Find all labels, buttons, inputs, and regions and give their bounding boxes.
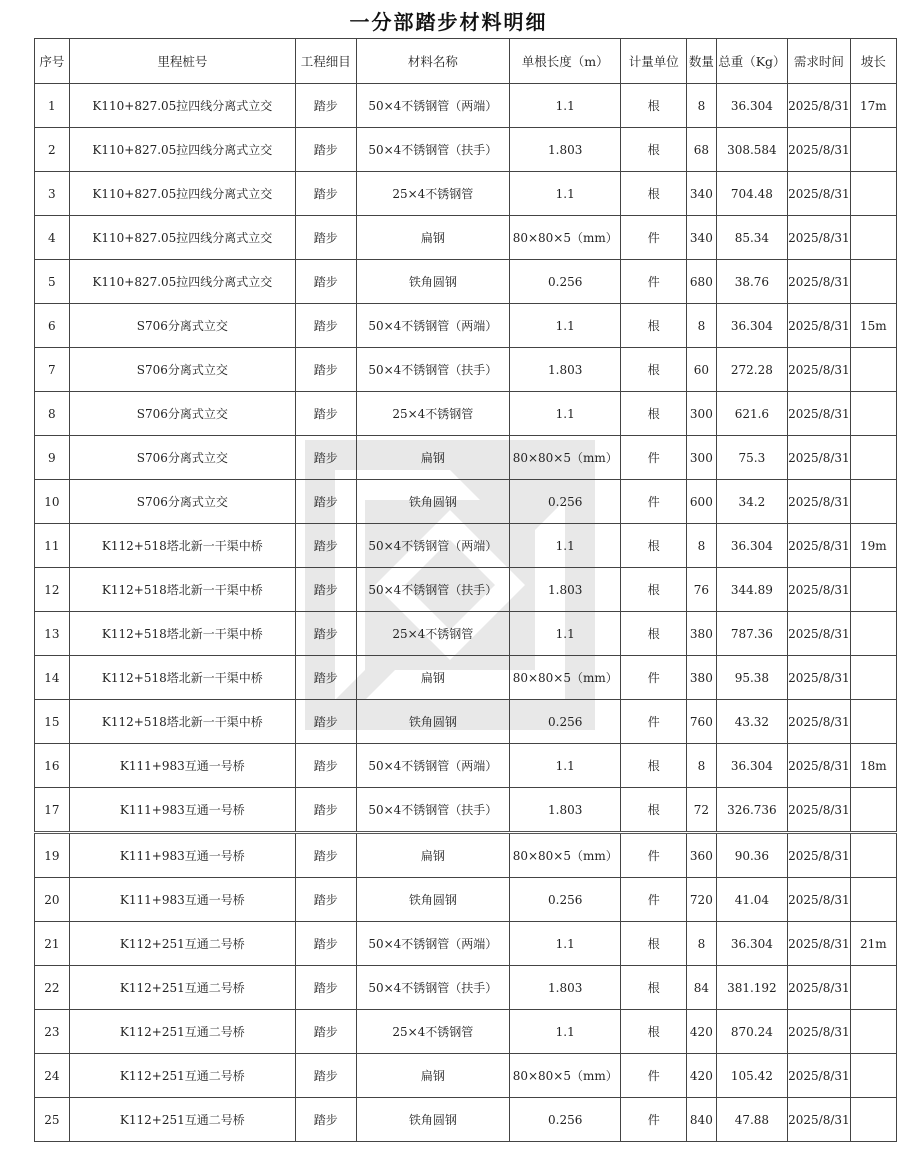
col-item-cell: 踏步 bbox=[296, 612, 357, 656]
col-material-cell: 50×4不锈钢管（两端） bbox=[356, 304, 510, 348]
col-unit-cell: 件 bbox=[621, 216, 687, 260]
col-length-cell: 1.803 bbox=[510, 966, 621, 1010]
table-row bbox=[35, 480, 897, 524]
col-item-cell: 踏步 bbox=[296, 1010, 357, 1054]
col-material-cell: 25×4不锈钢管 bbox=[356, 172, 510, 216]
table-row bbox=[35, 700, 897, 744]
col-material-cell: 50×4不锈钢管（两端） bbox=[356, 744, 510, 788]
col-unit-cell: 根 bbox=[621, 84, 687, 128]
col-mileage-cell: S706分离式立交 bbox=[69, 436, 295, 480]
col-mileage-cell: K112+251互通二号桥 bbox=[69, 1054, 295, 1098]
col-length-cell: 1.803 bbox=[510, 568, 621, 612]
col-weight-cell: 272.28 bbox=[716, 348, 788, 392]
col-qty-cell: 380 bbox=[687, 612, 716, 656]
col-date-cell: 2025/8/31 bbox=[788, 172, 851, 216]
col-index-cell: 5 bbox=[35, 260, 70, 304]
col-length-cell: 1.1 bbox=[510, 172, 621, 216]
col-slope-cell bbox=[850, 1054, 896, 1098]
col-unit-cell: 根 bbox=[621, 966, 687, 1010]
col-material-cell: 50×4不锈钢管（两端） bbox=[356, 524, 510, 568]
col-index-cell: 25 bbox=[35, 1098, 70, 1142]
col-qty-cell: 840 bbox=[687, 1098, 716, 1142]
col-date-cell: 2025/8/31 bbox=[788, 84, 851, 128]
col-qty-cell: 8 bbox=[687, 922, 716, 966]
table-row bbox=[35, 1010, 897, 1054]
col-unit-cell: 件 bbox=[621, 656, 687, 700]
col-slope-cell bbox=[850, 966, 896, 1010]
col-length-cell: 0.256 bbox=[510, 878, 621, 922]
table-body bbox=[35, 84, 897, 1142]
col-slope-cell: 21m bbox=[850, 922, 896, 966]
col-qty-cell: 8 bbox=[687, 84, 716, 128]
col-unit-cell: 根 bbox=[621, 922, 687, 966]
table-row bbox=[35, 1054, 897, 1098]
col-item-cell: 踏步 bbox=[296, 922, 357, 966]
col-item-cell: 踏步 bbox=[296, 480, 357, 524]
col-unit-cell: 件 bbox=[621, 436, 687, 480]
col-material-cell: 扁钢 bbox=[356, 1054, 510, 1098]
col-qty-cell: 8 bbox=[687, 744, 716, 788]
col-slope-cell bbox=[850, 788, 896, 833]
col-material-cell: 50×4不锈钢管（扶手） bbox=[356, 568, 510, 612]
col-weight-cell: 90.36 bbox=[716, 833, 788, 878]
table-row bbox=[35, 436, 897, 480]
col-slope-cell bbox=[850, 568, 896, 612]
col-slope-cell bbox=[850, 833, 896, 878]
col-length-cell: 0.256 bbox=[510, 700, 621, 744]
col-mileage-cell: K112+518塔北新一干渠中桥 bbox=[69, 568, 295, 612]
col-index-cell: 17 bbox=[35, 788, 70, 833]
col-index-cell: 16 bbox=[35, 744, 70, 788]
col-item-cell: 踏步 bbox=[296, 216, 357, 260]
col-slope-cell: 18m bbox=[850, 744, 896, 788]
col-date-cell: 2025/8/31 bbox=[788, 216, 851, 260]
col-item-cell: 踏步 bbox=[296, 348, 357, 392]
col-length-cell: 1.1 bbox=[510, 1010, 621, 1054]
table-row bbox=[35, 966, 897, 1010]
header-col-item: 工程细目 bbox=[296, 39, 357, 84]
col-slope-cell bbox=[850, 216, 896, 260]
col-slope-cell bbox=[850, 656, 896, 700]
col-material-cell: 50×4不锈钢管（两端） bbox=[356, 922, 510, 966]
col-weight-cell: 38.76 bbox=[716, 260, 788, 304]
col-weight-cell: 36.304 bbox=[716, 84, 788, 128]
col-weight-cell: 36.304 bbox=[716, 304, 788, 348]
col-index-cell: 8 bbox=[35, 392, 70, 436]
col-weight-cell: 870.24 bbox=[716, 1010, 788, 1054]
col-unit-cell: 根 bbox=[621, 612, 687, 656]
col-unit-cell: 根 bbox=[621, 128, 687, 172]
col-item-cell: 踏步 bbox=[296, 1098, 357, 1142]
col-date-cell: 2025/8/31 bbox=[788, 304, 851, 348]
col-material-cell: 25×4不锈钢管 bbox=[356, 612, 510, 656]
col-date-cell: 2025/8/31 bbox=[788, 833, 851, 878]
col-item-cell: 踏步 bbox=[296, 84, 357, 128]
col-unit-cell: 根 bbox=[621, 524, 687, 568]
col-material-cell: 扁钢 bbox=[356, 216, 510, 260]
col-slope-cell bbox=[850, 480, 896, 524]
col-mileage-cell: S706分离式立交 bbox=[69, 392, 295, 436]
col-date-cell: 2025/8/31 bbox=[788, 260, 851, 304]
col-slope-cell: 17m bbox=[850, 84, 896, 128]
col-mileage-cell: K112+518塔北新一干渠中桥 bbox=[69, 524, 295, 568]
col-mileage-cell: K112+518塔北新一干渠中桥 bbox=[69, 700, 295, 744]
col-material-cell: 50×4不锈钢管（扶手） bbox=[356, 128, 510, 172]
col-weight-cell: 308.584 bbox=[716, 128, 788, 172]
col-material-cell: 铁角圆钢 bbox=[356, 480, 510, 524]
col-mileage-cell: K110+827.05拉四线分离式立交 bbox=[69, 260, 295, 304]
col-item-cell: 踏步 bbox=[296, 966, 357, 1010]
col-mileage-cell: K112+251互通二号桥 bbox=[69, 1010, 295, 1054]
col-slope-cell bbox=[850, 260, 896, 304]
col-length-cell: 1.1 bbox=[510, 524, 621, 568]
col-slope-cell bbox=[850, 348, 896, 392]
col-material-cell: 25×4不锈钢管 bbox=[356, 1010, 510, 1054]
col-unit-cell: 根 bbox=[621, 304, 687, 348]
col-index-cell: 13 bbox=[35, 612, 70, 656]
col-mileage-cell: K110+827.05拉四线分离式立交 bbox=[69, 84, 295, 128]
col-slope-cell bbox=[850, 128, 896, 172]
col-item-cell: 踏步 bbox=[296, 436, 357, 480]
col-unit-cell: 根 bbox=[621, 348, 687, 392]
col-length-cell: 1.1 bbox=[510, 304, 621, 348]
col-weight-cell: 41.04 bbox=[716, 878, 788, 922]
col-qty-cell: 8 bbox=[687, 304, 716, 348]
col-qty-cell: 760 bbox=[687, 700, 716, 744]
col-material-cell: 扁钢 bbox=[356, 833, 510, 878]
col-material-cell: 50×4不锈钢管（扶手） bbox=[356, 788, 510, 833]
col-date-cell: 2025/8/31 bbox=[788, 744, 851, 788]
col-material-cell: 25×4不锈钢管 bbox=[356, 392, 510, 436]
header-col-unit: 计量单位 bbox=[621, 39, 687, 84]
col-weight-cell: 75.3 bbox=[716, 436, 788, 480]
col-qty-cell: 360 bbox=[687, 833, 716, 878]
col-unit-cell: 件 bbox=[621, 878, 687, 922]
header-col-weight: 总重（Kg） bbox=[716, 39, 788, 84]
table-row bbox=[35, 172, 897, 216]
col-unit-cell: 件 bbox=[621, 700, 687, 744]
header-col-date: 需求时间 bbox=[788, 39, 851, 84]
table-row bbox=[35, 348, 897, 392]
col-length-cell: 0.256 bbox=[510, 260, 621, 304]
header-col-mileage: 里程桩号 bbox=[69, 39, 295, 84]
col-date-cell: 2025/8/31 bbox=[788, 878, 851, 922]
col-unit-cell: 根 bbox=[621, 172, 687, 216]
col-qty-cell: 420 bbox=[687, 1010, 716, 1054]
col-index-cell: 14 bbox=[35, 656, 70, 700]
col-item-cell: 踏步 bbox=[296, 304, 357, 348]
col-unit-cell: 根 bbox=[621, 568, 687, 612]
col-date-cell: 2025/8/31 bbox=[788, 568, 851, 612]
table-row bbox=[35, 744, 897, 788]
col-date-cell: 2025/8/31 bbox=[788, 436, 851, 480]
col-length-cell: 1.1 bbox=[510, 392, 621, 436]
col-index-cell: 20 bbox=[35, 878, 70, 922]
table-row bbox=[35, 392, 897, 436]
col-qty-cell: 72 bbox=[687, 788, 716, 833]
table-row bbox=[35, 1098, 897, 1142]
col-length-cell: 80×80×5（mm） bbox=[510, 656, 621, 700]
col-item-cell: 踏步 bbox=[296, 568, 357, 612]
col-mileage-cell: K111+983互通一号桥 bbox=[69, 744, 295, 788]
col-index-cell: 2 bbox=[35, 128, 70, 172]
col-unit-cell: 根 bbox=[621, 392, 687, 436]
col-qty-cell: 8 bbox=[687, 524, 716, 568]
col-item-cell: 踏步 bbox=[296, 788, 357, 833]
col-mileage-cell: S706分离式立交 bbox=[69, 480, 295, 524]
col-slope-cell bbox=[850, 612, 896, 656]
col-qty-cell: 420 bbox=[687, 1054, 716, 1098]
col-weight-cell: 787.36 bbox=[716, 612, 788, 656]
col-index-cell: 22 bbox=[35, 966, 70, 1010]
col-date-cell: 2025/8/31 bbox=[788, 480, 851, 524]
col-mileage-cell: S706分离式立交 bbox=[69, 304, 295, 348]
col-length-cell: 80×80×5（mm） bbox=[510, 436, 621, 480]
col-mileage-cell: K110+827.05拉四线分离式立交 bbox=[69, 172, 295, 216]
col-unit-cell: 件 bbox=[621, 833, 687, 878]
col-index-cell: 3 bbox=[35, 172, 70, 216]
header-col-length: 单根长度（m） bbox=[510, 39, 621, 84]
col-item-cell: 踏步 bbox=[296, 172, 357, 216]
col-date-cell: 2025/8/31 bbox=[788, 922, 851, 966]
col-unit-cell: 件 bbox=[621, 260, 687, 304]
col-length-cell: 0.256 bbox=[510, 480, 621, 524]
col-mileage-cell: K112+251互通二号桥 bbox=[69, 966, 295, 1010]
col-mileage-cell: K110+827.05拉四线分离式立交 bbox=[69, 128, 295, 172]
col-qty-cell: 60 bbox=[687, 348, 716, 392]
table-row bbox=[35, 304, 897, 348]
col-date-cell: 2025/8/31 bbox=[788, 392, 851, 436]
col-date-cell: 2025/8/31 bbox=[788, 656, 851, 700]
col-qty-cell: 68 bbox=[687, 128, 716, 172]
col-weight-cell: 95.38 bbox=[716, 656, 788, 700]
col-mileage-cell: K112+518塔北新一干渠中桥 bbox=[69, 656, 295, 700]
col-date-cell: 2025/8/31 bbox=[788, 524, 851, 568]
col-item-cell: 踏步 bbox=[296, 1054, 357, 1098]
table-row bbox=[35, 922, 897, 966]
col-length-cell: 1.1 bbox=[510, 612, 621, 656]
table-row bbox=[35, 524, 897, 568]
col-length-cell: 80×80×5（mm） bbox=[510, 1054, 621, 1098]
col-item-cell: 踏步 bbox=[296, 260, 357, 304]
col-length-cell: 1.803 bbox=[510, 348, 621, 392]
col-qty-cell: 84 bbox=[687, 966, 716, 1010]
col-index-cell: 23 bbox=[35, 1010, 70, 1054]
col-qty-cell: 340 bbox=[687, 216, 716, 260]
col-date-cell: 2025/8/31 bbox=[788, 700, 851, 744]
col-item-cell: 踏步 bbox=[296, 700, 357, 744]
col-length-cell: 80×80×5（mm） bbox=[510, 216, 621, 260]
col-slope-cell bbox=[850, 878, 896, 922]
col-length-cell: 1.803 bbox=[510, 128, 621, 172]
table-row bbox=[35, 788, 897, 833]
col-unit-cell: 件 bbox=[621, 1098, 687, 1142]
col-index-cell: 10 bbox=[35, 480, 70, 524]
table-row bbox=[35, 216, 897, 260]
col-slope-cell: 19m bbox=[850, 524, 896, 568]
col-mileage-cell: K111+983互通一号桥 bbox=[69, 833, 295, 878]
table-row bbox=[35, 612, 897, 656]
col-qty-cell: 76 bbox=[687, 568, 716, 612]
col-slope-cell bbox=[850, 1010, 896, 1054]
col-date-cell: 2025/8/31 bbox=[788, 788, 851, 833]
col-material-cell: 50×4不锈钢管（扶手） bbox=[356, 348, 510, 392]
col-mileage-cell: K112+518塔北新一干渠中桥 bbox=[69, 612, 295, 656]
col-length-cell: 1.1 bbox=[510, 922, 621, 966]
document-title: 一分部踏步材料明细 bbox=[349, 10, 548, 34]
header-col-index: 序号 bbox=[35, 39, 70, 84]
col-index-cell: 6 bbox=[35, 304, 70, 348]
col-index-cell: 4 bbox=[35, 216, 70, 260]
col-item-cell: 踏步 bbox=[296, 744, 357, 788]
col-item-cell: 踏步 bbox=[296, 392, 357, 436]
col-index-cell: 11 bbox=[35, 524, 70, 568]
col-slope-cell: 15m bbox=[850, 304, 896, 348]
materials-table bbox=[34, 38, 897, 1142]
col-index-cell: 19 bbox=[35, 833, 70, 878]
col-date-cell: 2025/8/31 bbox=[788, 1054, 851, 1098]
table-row bbox=[35, 84, 897, 128]
col-weight-cell: 85.34 bbox=[716, 216, 788, 260]
col-qty-cell: 300 bbox=[687, 392, 716, 436]
col-material-cell: 铁角圆钢 bbox=[356, 700, 510, 744]
col-weight-cell: 105.42 bbox=[716, 1054, 788, 1098]
col-slope-cell bbox=[850, 700, 896, 744]
col-date-cell: 2025/8/31 bbox=[788, 966, 851, 1010]
col-index-cell: 12 bbox=[35, 568, 70, 612]
col-weight-cell: 47.88 bbox=[716, 1098, 788, 1142]
col-material-cell: 50×4不锈钢管（两端） bbox=[356, 84, 510, 128]
col-weight-cell: 381.192 bbox=[716, 966, 788, 1010]
col-mileage-cell: K110+827.05拉四线分离式立交 bbox=[69, 216, 295, 260]
col-slope-cell bbox=[850, 172, 896, 216]
col-item-cell: 踏步 bbox=[296, 524, 357, 568]
col-material-cell: 铁角圆钢 bbox=[356, 1098, 510, 1142]
col-unit-cell: 件 bbox=[621, 1054, 687, 1098]
col-item-cell: 踏步 bbox=[296, 833, 357, 878]
col-item-cell: 踏步 bbox=[296, 656, 357, 700]
col-weight-cell: 36.304 bbox=[716, 524, 788, 568]
col-material-cell: 扁钢 bbox=[356, 656, 510, 700]
col-material-cell: 50×4不锈钢管（扶手） bbox=[356, 966, 510, 1010]
col-mileage-cell: K111+983互通一号桥 bbox=[69, 878, 295, 922]
header-col-qty: 数量 bbox=[687, 39, 716, 84]
col-index-cell: 24 bbox=[35, 1054, 70, 1098]
col-item-cell: 踏步 bbox=[296, 878, 357, 922]
col-length-cell: 80×80×5（mm） bbox=[510, 833, 621, 878]
table-row bbox=[35, 568, 897, 612]
col-length-cell: 0.256 bbox=[510, 1098, 621, 1142]
col-date-cell: 2025/8/31 bbox=[788, 348, 851, 392]
col-item-cell: 踏步 bbox=[296, 128, 357, 172]
col-unit-cell: 根 bbox=[621, 788, 687, 833]
col-qty-cell: 340 bbox=[687, 172, 716, 216]
col-unit-cell: 根 bbox=[621, 744, 687, 788]
col-weight-cell: 621.6 bbox=[716, 392, 788, 436]
col-weight-cell: 36.304 bbox=[716, 744, 788, 788]
header-row bbox=[35, 39, 897, 84]
col-material-cell: 铁角圆钢 bbox=[356, 878, 510, 922]
col-unit-cell: 根 bbox=[621, 1010, 687, 1054]
col-qty-cell: 300 bbox=[687, 436, 716, 480]
col-slope-cell bbox=[850, 436, 896, 480]
header-col-material: 材料名称 bbox=[356, 39, 510, 84]
col-index-cell: 9 bbox=[35, 436, 70, 480]
col-slope-cell bbox=[850, 1098, 896, 1142]
col-slope-cell bbox=[850, 392, 896, 436]
col-mileage-cell: S706分离式立交 bbox=[69, 348, 295, 392]
col-weight-cell: 704.48 bbox=[716, 172, 788, 216]
table-row bbox=[35, 833, 897, 878]
col-material-cell: 铁角圆钢 bbox=[356, 260, 510, 304]
col-unit-cell: 件 bbox=[621, 480, 687, 524]
table-row bbox=[35, 656, 897, 700]
col-weight-cell: 326.736 bbox=[716, 788, 788, 833]
col-weight-cell: 34.2 bbox=[716, 480, 788, 524]
col-length-cell: 1.803 bbox=[510, 788, 621, 833]
table-row bbox=[35, 128, 897, 172]
col-index-cell: 21 bbox=[35, 922, 70, 966]
header-col-slope: 坡长 bbox=[850, 39, 896, 84]
table-row bbox=[35, 878, 897, 922]
col-index-cell: 15 bbox=[35, 700, 70, 744]
col-mileage-cell: K112+251互通二号桥 bbox=[69, 922, 295, 966]
col-qty-cell: 380 bbox=[687, 656, 716, 700]
col-weight-cell: 43.32 bbox=[716, 700, 788, 744]
col-qty-cell: 720 bbox=[687, 878, 716, 922]
col-material-cell: 扁钢 bbox=[356, 436, 510, 480]
col-length-cell: 1.1 bbox=[510, 744, 621, 788]
col-weight-cell: 36.304 bbox=[716, 922, 788, 966]
col-index-cell: 1 bbox=[35, 84, 70, 128]
col-date-cell: 2025/8/31 bbox=[788, 612, 851, 656]
col-qty-cell: 600 bbox=[687, 480, 716, 524]
col-date-cell: 2025/8/31 bbox=[788, 128, 851, 172]
col-date-cell: 2025/8/31 bbox=[788, 1010, 851, 1054]
col-length-cell: 1.1 bbox=[510, 84, 621, 128]
table-row bbox=[35, 260, 897, 304]
col-date-cell: 2025/8/31 bbox=[788, 1098, 851, 1142]
col-weight-cell: 344.89 bbox=[716, 568, 788, 612]
col-mileage-cell: K112+251互通二号桥 bbox=[69, 1098, 295, 1142]
col-qty-cell: 680 bbox=[687, 260, 716, 304]
col-mileage-cell: K111+983互通一号桥 bbox=[69, 788, 295, 833]
col-index-cell: 7 bbox=[35, 348, 70, 392]
